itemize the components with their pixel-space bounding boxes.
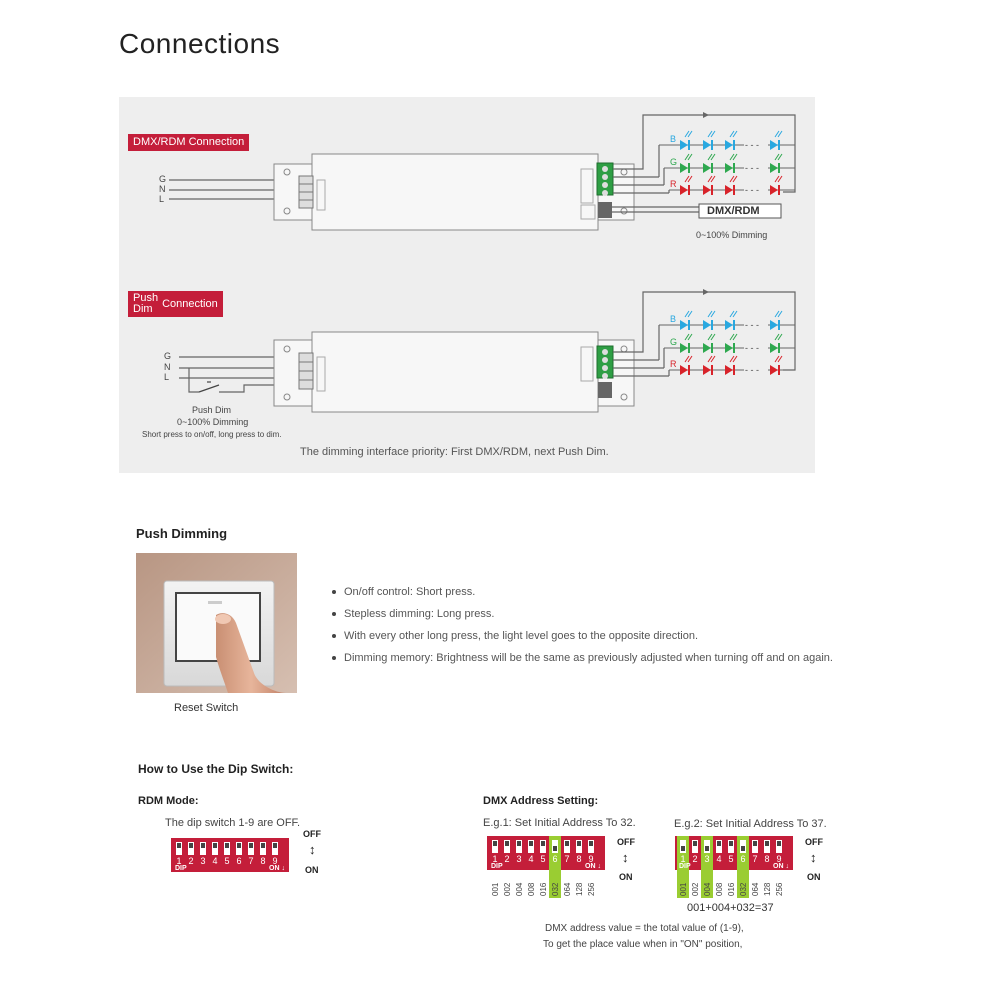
dip-knob-off <box>753 841 757 846</box>
dip-number: 7 <box>752 854 758 864</box>
dip-knob-off <box>565 841 569 846</box>
dip-value: 008 <box>527 882 536 896</box>
example-2-note: E.g.2: Set Initial Address To 37. <box>674 818 827 830</box>
dip-number: 5 <box>728 854 734 864</box>
up-down-arrow-icon: ↕ <box>622 850 629 865</box>
list-item: With every other long press, the light level goes to the opposite direction. <box>330 628 833 650</box>
dip-value: 001 <box>679 882 688 896</box>
dip-word: DIP <box>491 863 503 870</box>
list-item: On/off control: Short press. <box>330 584 833 606</box>
reset-switch-photo <box>136 553 297 693</box>
dip-switch-example-2 <box>675 836 800 898</box>
dmx-address-heading: DMX Address Setting: <box>483 795 599 807</box>
dip-knob-on <box>705 846 709 851</box>
dip-value: 016 <box>727 882 736 896</box>
led-b-label: B <box>670 314 677 324</box>
dip-knob-off <box>589 841 593 846</box>
dip-value: 004 <box>515 882 524 896</box>
dip-knob-off <box>765 841 769 846</box>
dip-knob-off <box>577 841 581 846</box>
svg-text:- - -: - - - <box>745 163 759 173</box>
list-item: Dimming memory: Brightness will be the same as previously adjusted when turning off and on again. <box>330 650 833 672</box>
dip-number: 6 <box>236 856 242 866</box>
dip-knob-off <box>261 843 265 848</box>
dip-number: 8 <box>764 854 770 864</box>
svg-text:- - -: - - - <box>745 140 759 150</box>
rdm-mode-heading: RDM Mode: <box>138 795 199 807</box>
wire-n-label: N <box>159 184 166 194</box>
up-down-arrow-icon: ↕ <box>810 850 817 865</box>
dip-knob-off <box>517 841 521 846</box>
wire-l-label: L <box>159 194 165 204</box>
wire-l-label: L <box>164 372 170 382</box>
dip-value: 008 <box>715 882 724 896</box>
dip-number: 9 <box>272 856 278 866</box>
dip-knob-off <box>213 843 217 848</box>
dip-number: 2 <box>504 854 510 864</box>
dip-knob-off <box>729 841 733 846</box>
svg-text:- - -: - - - <box>745 185 759 195</box>
up-down-arrow-icon: ↕ <box>309 842 316 857</box>
dip-value: 064 <box>751 882 760 896</box>
dip-knob-off <box>717 841 721 846</box>
dip-number: 1 <box>680 854 686 864</box>
dip-knob-on <box>741 846 745 851</box>
dip-knob-off <box>505 841 509 846</box>
rdm-note: The dip switch 1-9 are OFF. <box>165 817 301 829</box>
dip-knob-on <box>681 846 685 851</box>
dip-number: 2 <box>188 856 194 866</box>
dip-number: 4 <box>716 854 722 864</box>
dip-on-word: ON ↓ <box>269 865 285 872</box>
dip-knob-off <box>249 843 253 848</box>
dip-number: 7 <box>564 854 570 864</box>
dip-knob-off <box>189 843 193 848</box>
dip-word: DIP <box>175 865 187 872</box>
dip-on-word: ON ↓ <box>585 863 601 870</box>
dmx-diagram <box>169 112 795 230</box>
photo-caption: Reset Switch <box>174 702 239 714</box>
dip-switch-example-1 <box>487 836 612 898</box>
dip-number: 9 <box>588 854 594 864</box>
dmx-connection-label: DMX/RDM Connection <box>128 134 249 151</box>
dip-number: 6 <box>740 854 746 864</box>
dip-knob-off <box>529 841 533 846</box>
dip-value: 002 <box>503 882 512 896</box>
dip-value: 016 <box>539 882 548 896</box>
off-label: OFF <box>805 837 823 847</box>
led-g-label: G <box>670 337 678 347</box>
dip-knob-off <box>225 843 229 848</box>
push-diagram <box>179 289 795 412</box>
off-label: OFF <box>617 837 635 847</box>
dip-value: 128 <box>575 882 584 896</box>
dip-knob-off <box>693 841 697 846</box>
on-label: ON <box>305 865 319 875</box>
push-connection-label <box>128 291 223 317</box>
dip-knob-off <box>541 841 545 846</box>
dip-number: 5 <box>224 856 230 866</box>
dip-on-word: ON ↓ <box>773 863 789 870</box>
led-g-label: G <box>670 157 678 167</box>
dip-number: 1 <box>176 856 182 866</box>
svg-text:- - -: - - - <box>745 320 759 330</box>
push-dimming-heading: Push Dimming <box>136 526 228 541</box>
dmx-note-line-2: To get the place value when in "ON" position, <box>543 939 743 950</box>
list-item: Stepless dimming: Long press. <box>330 606 833 628</box>
led-r-label: R <box>670 179 677 189</box>
example-2-sum: 001+004+032=37 <box>687 902 774 914</box>
dip-value: 001 <box>491 882 500 896</box>
dip-value: 064 <box>563 882 572 896</box>
push-short-note: Short press to on/off, long press to dim. <box>142 430 282 439</box>
dip-number: 3 <box>704 854 710 864</box>
dip-number: 4 <box>528 854 534 864</box>
dip-knob-off <box>201 843 205 848</box>
dip-value: 032 <box>739 882 748 896</box>
priority-note: The dimming interface priority: First DMX/RDM, next Push Dim. <box>300 446 609 458</box>
off-label: OFF <box>303 829 321 839</box>
on-label: ON <box>807 872 821 882</box>
dip-switch-rdm <box>171 838 301 872</box>
dip-knob-off <box>777 841 781 846</box>
dip-number: 4 <box>212 856 218 866</box>
dip-number: 8 <box>260 856 266 866</box>
page-title: Connections <box>119 28 281 59</box>
dip-word: DIP <box>679 863 691 870</box>
dip-number: 7 <box>248 856 254 866</box>
dip-number: 1 <box>492 854 498 864</box>
dip-switch-heading: How to Use the Dip Switch: <box>138 762 294 776</box>
wire-n-label: N <box>164 362 171 372</box>
dip-value: 256 <box>775 882 784 896</box>
wire-g-label: G <box>159 174 167 184</box>
svg-text:- - -: - - - <box>745 365 759 375</box>
led-r-label: R <box>670 359 677 369</box>
dip-knob-off <box>237 843 241 848</box>
push-label-line1: Push <box>133 292 159 304</box>
dip-knob-off <box>177 843 181 848</box>
on-label: ON <box>619 872 633 882</box>
push-dim-label: Push Dim <box>192 405 232 415</box>
svg-text:- - -: - - - <box>745 343 759 353</box>
example-1-note: E.g.1: Set Initial Address To 32. <box>483 817 636 829</box>
dip-number: 6 <box>552 854 558 864</box>
dip-number: 3 <box>200 856 206 866</box>
dip-knob-off <box>273 843 277 848</box>
push-dimming-note: 0~100% Dimming <box>177 417 249 427</box>
dip-knob-on <box>553 846 557 851</box>
dip-value: 002 <box>691 882 700 896</box>
dip-number: 3 <box>516 854 522 864</box>
push-label-connection: Connection <box>162 297 218 310</box>
dip-value: 004 <box>703 882 712 896</box>
wiring-diagram <box>119 97 815 473</box>
push-dimming-list <box>330 584 833 672</box>
dmx-rdm-box: DMX/RDM <box>707 205 760 217</box>
wire-g-label: G <box>164 351 172 361</box>
push-label-line2: Dim <box>133 303 153 315</box>
dip-value: 032 <box>551 882 560 896</box>
dmx-dimming-note: 0~100% Dimming <box>696 230 768 240</box>
dmx-note-line-1: DMX address value = the total value of (1-9), <box>545 923 744 934</box>
led-b-label: B <box>670 134 677 144</box>
dip-value: 128 <box>763 882 772 896</box>
dip-value: 256 <box>587 882 596 896</box>
dip-number: 8 <box>576 854 582 864</box>
dip-number: 2 <box>692 854 698 864</box>
dip-number: 5 <box>540 854 546 864</box>
dip-number: 9 <box>776 854 782 864</box>
dip-knob-off <box>493 841 497 846</box>
